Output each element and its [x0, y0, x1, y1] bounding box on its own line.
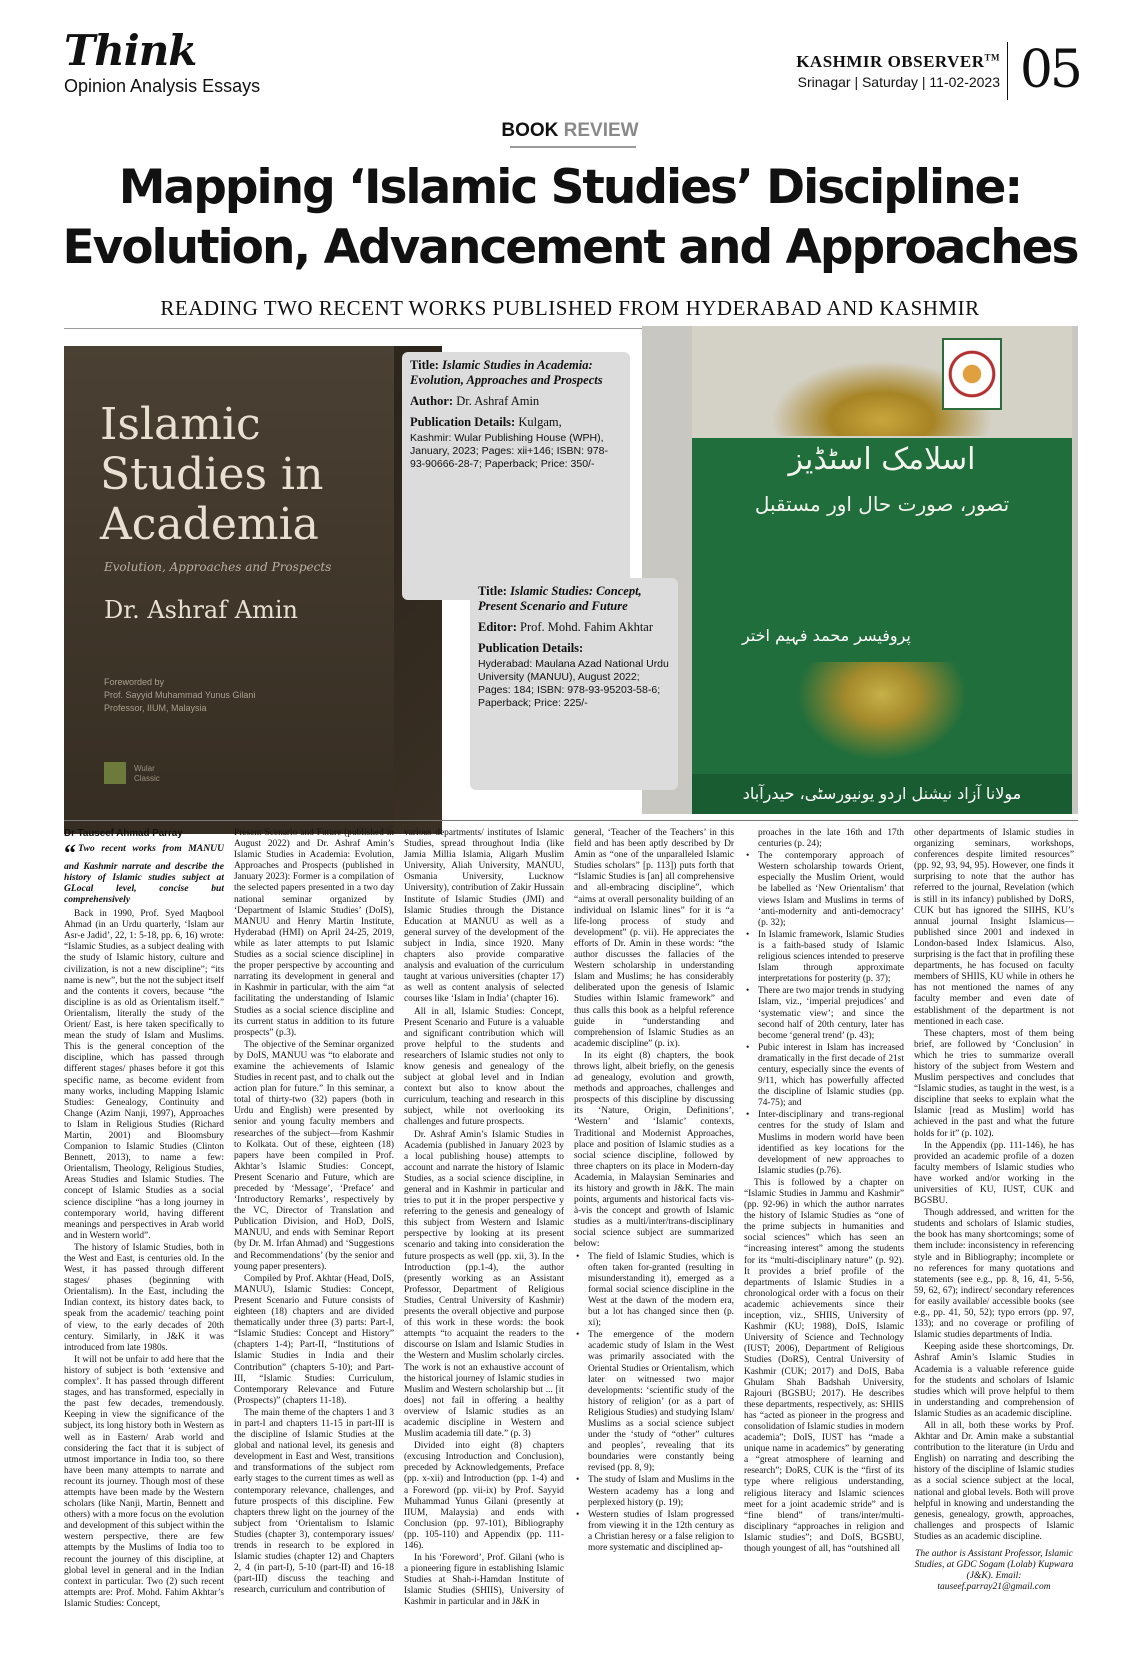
- paragraph: These chapters, most of them being brief, are followed by ‘Conclusion’ in which he tries to summarize overall history of the subject from Western and Muslim perspectives and concludes that “Islamic studies, as taught in the west, is a discipline that seeks to explain what the Islamic [read as Muslim] world has achieved in the past and what the future holds for it” (p. 102).: [914, 1028, 1074, 1139]
- byline: Dr Tauseef Ahmad Parray: [64, 828, 183, 839]
- info2-pub-label: Publication Details:: [478, 641, 584, 655]
- paragraph: The main theme of the chapters 1 and 3 in part-I and chapters 11-15 in part-III is the discipline of Islamic Studies at the global and national level, its genesis and development in East and West, transitions and transformations of the subject rom early stages to the current times as well as contemporary relevance, challenges, and future prospects of this discipline. Few chapters threw light on the journey of the subject from ‘Orientalism to Islamic Studies (chapter 3), contemporary issues/ trends in research to be explored in Islamic studies (chapter 12) and Chapters 2, 4 (in part-I), 5-10 (part-II) and 16-18 (part-III) discuss the teaching and research, curriculum and contribution of: [234, 1407, 394, 1596]
- paper-name: [796, 52, 1000, 72]
- info2-editor-value: Prof. Mohd. Fahim Akhtar: [520, 620, 653, 634]
- info1-title-label: Title:: [410, 358, 439, 372]
- list-item: • The field of Islamic Studies, which is often taken for-granted (resulting in misunderstanding it), emerged as a formal social science discipline in the West at the dawn of the modern era, but a lot has changed since then (p. xi);: [588, 1252, 734, 1330]
- masthead: [0, 0, 1140, 100]
- summary-list: [574, 1252, 734, 1555]
- list-item: proaches in the late 16th and 17th centuries (p. 24);: [758, 828, 904, 850]
- info1-pub-place: Kulgam,: [518, 415, 562, 429]
- summary-list-continued: [744, 828, 904, 1177]
- paragraph: All in all, Islamic Studies: Concept, Present Scenario and Future is a valuable and significant contribution which will prove helpful to the students and researchers of Islamic studies not only to know genesis and genealogy of the subject at global level and in Indian context but also to know about the curriculum, teaching and research in this subject, while not overlooking its challenges and future prospects.: [404, 1006, 564, 1128]
- cover-publisher-line-2: Classic: [134, 774, 160, 783]
- cover-subtitle: Evolution, Approaches and Prospects: [104, 560, 332, 574]
- urdu-title-main: اسلامک اسٹڈیز: [788, 442, 976, 477]
- paragraph: Divided into eight (8) chapters (excusing Introduction and Conclusion), preceded by Acknowledgements, Preface (pp. x-xii) and Introduction (pp. 1-4) and a Foreword (pp. vii-ix) by Prof. Sayyid Muhammad Yunus Gilani (presently at IIUM, Malaysia) and ends with Conclusion (pp. 97-101), Bibliography (pp. 105-110) and Appendix (pp. 111-146).: [404, 1441, 564, 1551]
- article-column-1: [64, 828, 224, 1664]
- paragraph: other departments of Islamic studies in organizing seminars, workshops, conferences despite limited resources” (pp. 92, 93, 94, 95). However, one finds it surprising to note that the author has referred to the journal, Revelation (which is still in its infancy) published by DoRS, CUK but has ignored the SIIHS, KU’s annual journal Insight Islamicus—published since 2001 and indexed in London-based Index Islamicus. Also, surprising is the fact that in profiling these departments, he has focused on faculty members of SHIIS, KU while in others he has not mentioned the names of any faculty member and even date of establishment of the department is not mentioned in each case.: [914, 828, 1074, 1027]
- list-item: • The study of Islam and Muslims in the Western academy has a long and perplexed history (p. 19);: [588, 1475, 734, 1508]
- info1-author-value: Dr. Ashraf Amin: [456, 394, 540, 408]
- paragraph: various departments/ institutes of Islamic Studies, spread throughout India (like Jamia Millia Islamia, Aligarh Muslim University, Aliah University, MANUU, Osmania University, Lucknow University), contribution of Zakir Hussain Institute of Islamic Studies (JMI) and Islamic Studies through the Distance Education at MANUU as well as a general survey of the development of the subject in India, since 1920. Many chapters also provide comparative analysis and evaluation of the curriculum taught at various universities (chapter 17) as well as content analysis of selected courses like ‘Islam in India’ (chapter 16).: [404, 828, 564, 1005]
- info1-title: [410, 358, 622, 388]
- paragraph: Compiled by Prof. Akhtar (Head, DoIS, MANUU), Islamic Studies: Concept, Present Scenario and Future consists of eighteen (18) chapters and are divided thematically under three (3) parts: Part-I, “Islamic Studies: Concept and History” (chapters 1-4); Part-II, “Institutions of Islamic Studies in India and their Contribution” (chapters 5-10); and Part-III, “Islamic Studies: Curriculum, Contemporary Relevance and Future (Prospects)” (chapters 11-18).: [234, 1273, 394, 1406]
- cover-title-line-1: Islamic: [100, 399, 261, 450]
- urdu-editor: پروفیسر محمد فہیم اختر: [742, 626, 911, 645]
- info2-pub: [478, 641, 670, 656]
- paragraph: Dr. Ashraf Amin’s Islamic Studies in Academia (published in January 2023 by a local publishing house) attempts to account and narrate the history of Islamic Studies, as a social science discipline, in general and in Kashmir in particular and tries to put it in the proper perspective y referring to the genesis and genealogy of this subject from Western and Islamic perspective by looking at its present scenario and taking into consideration the future prospects as well (pp. xii, 3). In the Introduction (pp.1-4), the author (presently working as an Assistant Professor, Department of Religious Studies, Central University of Kashmir) presents the overall objective and purpose of this work in these words: the book attempts “to acquaint the readers to the discourse on Islam and Islamic Studies in the Western and Muslim scholarly circles. The work is not an exhaustive account of the historical journey of Islamic studies in Muslim and Western scholarship but ... [it does] not fail in offering a healthy overview of Islamic studies as an academic discipline in Western and Muslim academia till date.” (p. 3): [404, 1129, 564, 1440]
- book-info-box-2: [470, 578, 678, 790]
- cover-title-line-2: Studies in: [100, 449, 324, 500]
- book-info-box-1: [402, 352, 630, 600]
- article-column-6: [914, 828, 1074, 1664]
- quote-mark-icon: “: [64, 841, 76, 868]
- paper-info: [796, 52, 1000, 90]
- image-bottom-rule: [64, 820, 1078, 821]
- subheadline: READING TWO RECENT WORKS PUBLISHED FROM HYDERABAD AND KASHMIR: [160, 296, 980, 320]
- paragraph: In his ‘Foreword’, Prof. Gilani (who is a pioneering figure in establishing Islamic Studies at Shah-i-Hamdan Institute of Islamic Studies (SHIIS), University of Kashmir in particular and in J&K in: [404, 1553, 564, 1608]
- urdu-title: [732, 438, 1032, 526]
- cover-title-line-3: Academia: [100, 499, 319, 550]
- info1-pub-details: Kashmir: Wular Publishing House (WPH), January, 2023; Pages: xii+146; ISBN: 978-93-90666-28-7; Paperback; Price: 350/-: [410, 432, 608, 470]
- list-item: • The contemporary approach of Western scholarship towards Orient, especially the Muslim Orient, would be labelled as ‘New Orientalism’ that views Islam and Muslims in terms of ‘anti-modernity and anti-democracy’ (p. 32);: [758, 851, 904, 929]
- paragraph: Present Scenario and Future (published in August 2022) and Dr. Ashraf Amin’s Islamic Studies in Academia: Evolution, Approaches and Prospects (published in January 2023): Former is a compilation of the selected papers presented in a two day national seminar organized by ‘Department of Islamic Studies’ (DoIS), MANUU and Henry Martin Institute, Hyderabad (HMI) on April 24-25, 2019, while as later attempts to put Islamic Studies as a social science discipline] in the proper perspective by accounting and narrating its development in general and in Kashmir in particular, with the aim “at facilitating the understanding of Islamic Studies as a social science discipline and its current status in addition to its future prospects” (p.3).: [234, 828, 394, 1038]
- list-item: • In Islamic framework, Islamic Studies is a faith-based study of Islamic religious sciences intended to preserve Islam through approximate interpretations for posterity (p. 37);: [758, 930, 904, 985]
- tag-underline: [510, 146, 636, 148]
- cover-publisher: [134, 764, 160, 784]
- pull-quote: [64, 843, 224, 905]
- paragraph: In its eight (8) chapters, the book throws light, albeit briefly, on the genesis ad genealogy, evolution and growth, methods and approaches, challenges and prospects of this discipline by discussing its ‘Nature, Origin, Definitions’, ‘Western’ and ‘Islamic’ contexts, Traditional and Modernist Approaches, place and position of Islamic studies as a social science discipline, followed by three chapters on its place in Modern-day Academia, in Malaysian Seminaries and its history and growth in J&K. The main points, arguments and historical facts vis-à-vis the concept and growth of Islamic studies as a multi/inter/trans-disciplinary social science subject are summarized below:: [574, 1050, 734, 1250]
- author-bio: The author is Assistant Professor, Islamic Studies, at GDC Sogam (Lolab) Kupwara (J&K). Email: tauseef.parray21@gmail.com: [914, 1549, 1074, 1592]
- article-column-2: [234, 828, 394, 1664]
- trademark: TM: [984, 52, 1000, 63]
- gold-ornament-bottom-icon: [782, 662, 982, 772]
- tag-review: REVIEW: [563, 120, 639, 141]
- list-item: • The emergence of the modern academic study of Islam in the West was primarily associated with the Oriental Studies or Orientalism, which later on witnessed two major developments: ‘scientific study of the history of religion’ (or as a part of Religious Studies) and studying Islam/ Muslims as a social science subject under the ‘study of “other” cultures and peoples’, revealing that its boundaries were constantly being revised (pp. 8, 9);: [588, 1330, 734, 1474]
- info2-title-value: Islamic Studies: Concept, Present Scenario and Future: [478, 584, 642, 613]
- category-tag: [0, 120, 1140, 142]
- tag-book: BOOK: [501, 120, 559, 141]
- cover-foreword-line-1: Foreworded by: [104, 677, 165, 687]
- list-item: • Inter-disciplinary and trans-regional centres for the study of Islam and Muslims in modern world have been identified as key locations for the development of new approaches to Islamic studies (p.76).: [758, 1110, 904, 1177]
- cover-foreword: [104, 676, 255, 715]
- list-item: • There are two major trends in studying Islam, viz., ‘imperial prejudices’ and ‘systematic view’; and since the second half of 20th century, later has become ‘general trend’ (p. 43);: [758, 986, 904, 1041]
- dateline: Srinagar | Saturday | 11-02-2023: [797, 74, 1000, 90]
- urdu-publisher: مولانا آزاد نیشنل اردو یونیورسٹی، حیدرآباد: [692, 774, 1072, 814]
- cover-foreword-line-2: Prof. Sayyid Muhammad Yunus Gilani: [104, 690, 256, 700]
- paragraph: This is followed by a chapter on “Islamic Studies in Jammu and Kashmir” (pp. 92-96) in which the author narrates the history of Islamic Studies as “one of the prime subjects in humanities and social sciences” which has seen an “increasing interest” among the students for its “multi-disciplinary nature” (p. 92). It provides a brief profile of the departments of Islamic Studies in a chronological order with a focus on their academic achievements since their inception, viz., SHIIS, University of Kashmir (KU; 1988), DoIS, Islamic University of Science and Technology (IUST; 2006), Department of Religious Studies (DoRS), Central University of Kashmir (CUK; 2017) and DoIS, Baba Ghulam Shah Badshah University, Rajouri (BGSBU; 2017). He describes these departments, respectively, as: SHIIS has “acted as pioneer in the progress and consolidation of Islamic studies in modern academia”; DoIS, IUST has “made a unique name in academics” by generating a “great atmosphere of learning and research”; DoRS, CUK is the “first of its type where religious understanding, religious literacy and Islamic sciences meet for a joint academic stride” and is “fine blend” of trans/inter/multi-disciplinary “approaches in religion and Islamic studies”; and DoIS, BGSBU, though youngest of all, has “outshined all: [744, 1177, 904, 1554]
- info2-editor: [478, 620, 670, 635]
- paragraph: All in all, both these works by Prof. Akhtar and Dr. Amin make a substantial contribution to the literature (in Urdu and English) on narrating and describing the history of the discipline of Islamic studies as a social science subject at the local, national and global levels. Both will prove helpful in knowing and understanding the genesis, genealogy, growth, approaches, challenges and prospects of Islamic Studies as an academic discipline.: [914, 1420, 1074, 1542]
- pull-quote-text: Two recent works from MANUU and Kashmir narrate and describe the history of Islamic studies subject at GLocal level, concise but comprehensively: [64, 843, 224, 906]
- article-column-4: [574, 828, 734, 1664]
- paragraph: The objective of the Seminar organized by DoIS, MANUU was “to elaborate and examine the achievements of Islamic Studies in recent past, and to chalk out the action plan for future.” In this seminar, a total of thirty-two (32) papers (both in Urdu and English) were presented by senior and young faculty members and researches of the subject—from Kashmir to Kolkata. Out of these, eighteen (18) papers have been compiled in Prof. Akhtar’s Islamic Studies: Concept, Present Scenario and Future, which are preceded by ‘Message’, ‘Preface’ and ‘Introductory Remarks’, respectively by the VC, Director of Translation and Publication Division, and HoD, DoIS, MANUU, and ends with Seminar Report (by Dr. M. Irfan Ahmad) and ‘Suggestions and Recommendations’ (by the senior and young paper presenters).: [234, 1039, 394, 1272]
- paragraph: In the Appendix (pp. 111-146), he has provided an academic profile of a dozen faculty members of Islamic studies who have worked and/or working in the universities of KU, IUST, CUK and BGSBU.: [914, 1140, 1074, 1207]
- info1-pub-label: Publication Details:: [410, 415, 516, 429]
- paragraph: Back in 1990, Prof. Syed Maqbool Ahmad (in an Urdu quarterly, ‘Islam aur Asr-e Jadid’, 22, 1: 5-18, pp. 6, 16) wrote: “Islamic Studies, as a subject dealing with the study of Islamic history, culture and civilization, is not a new discipline”; “its name is new”, but the not the subject itself and the contents it covers, because “the discipline is as old as Orientalism itself.” Orientalism, literally the study of the Orient/ East, is here taken specifically to mean the study of Islam and Muslims. This is the general conception of the discipline, which has passed through different stages/ phases before it got this specific name, as become evident from many works, including Mapping Islamic Studies: Genealogy, Continuity and Change (Azim Nanji, 1997), Approaches to Islam in Religious Studies (Richard Martin, 2001) and Bloomsbury Companion to Islamic Studies (Clinton Bennett, 2013), to name a few: Orientalism, Theology, Religious Studies, Areas Studies and Islamic Studies. The concept of Islamic Studies as a social science discipline “has a long journey in contemporary world, having different meanings and perspectives in Arab world and in Western world”.: [64, 909, 224, 1241]
- headline: [40, 158, 1100, 278]
- paragraph: general, ‘Teacher of the Teachers’ in this field and has been aptly described by Dr Amin as “one of the unparalleled Islamic Studies scholars” [p. 113]) puts forth that “Islamic Studies is [an] all comprehensive and all-embracing discipline”, which “aims at overall personality building of an individual on Islamic lines” for it is “a life-long process of study and development” (p. vii). He appreciates the efforts of Dr. Amin in these words: “the author discusses the fallacies of the Western scholarship in understanding Islam and Muslims; he has considerably deliberated upon the genesis of Islamic Studies within Islamic framework” and thus calls this book as a helpful reference guide in “understanding and comprehension of Islamic Studies as an academic discipline” (p. ix).: [574, 828, 734, 1049]
- paragraph: Though addressed, and written for the students and scholars of Islamic studies, the book has many shortcomings; some of them include: inconsistency in referencing style and in Bibliography; incomplete or no references for many quotations and statements (see e.g., pp. 8, 16, 41, 5-56, 59, 62, 67); indirect/ secondary references for easily available/ accessible books (see e.g., pp. 41, 50, 52); typo errors (pp. 97, 133); and no coverage or profiling of Islamic studies departments of India.: [914, 1208, 1074, 1341]
- cover-publisher-line-1: Wular: [134, 764, 155, 773]
- info1-author: [410, 394, 622, 409]
- article-column-3: [404, 828, 564, 1664]
- cover-title: [100, 400, 323, 550]
- info1-author-label: Author:: [410, 394, 454, 408]
- book-cover-islamic-studies-in-academia: [64, 346, 442, 834]
- section-subtitles: Opinion Analysis Essays: [64, 76, 261, 96]
- info2-pub-details: Hyderabad: Maulana Azad National Urdu University (MANUU), August 2022; Pages: 184; ISBN: 978-93-95203-58-6; Paperback; Price: 225/-: [478, 658, 669, 709]
- publisher-logo-icon: [104, 762, 126, 784]
- cover-foreword-line-3: Professor, IIUM, Malaysia: [104, 703, 207, 713]
- section-title: Think: [64, 26, 197, 75]
- paragraph: Keeping aside these shortcomings, Dr. Ashraf Amin’s Islamic Studies in Academia is a valuable reference guide for the students and scholars of Islamic studies which will prove helpful to them in understanding and comprehension of Islamic Studies as an academic discipline.: [914, 1342, 1074, 1419]
- book-cover-islamic-studies-urdu: [642, 326, 1078, 814]
- university-emblem-icon: [942, 338, 1002, 410]
- page-number: 05: [1019, 40, 1080, 100]
- info2-editor-label: Editor:: [478, 620, 517, 634]
- headline-line-2: Evolution, Advancement and Approaches: [62, 220, 1078, 275]
- info1-title-value: Islamic Studies in Academia: Evolution, Approaches and Prospects: [410, 358, 603, 387]
- cover-author: Dr. Ashraf Amin: [104, 596, 298, 624]
- info1-pub: [410, 415, 622, 430]
- paragraph: It will not be unfair to add here that the history of subject is both ‘extensive and complex’. It has passed through different stages, and has transformed, especially in the past few decades, tremendously. Keeping in view the significance of the subject, its long history both in Western as well as in Eastern/ Arab world and considering the fact that it is subject of utmost importance in India too, so there have been many attempts to narrate and recount its journey. Though most of these attempts have been made by the Western scholars (like Nanji, Martin, Bennett and others) with a more focus on the evolution and development of this subject within the western perspective, there are few attempts by the Muslims of India too to recount the journey of this discipline, at global level in general and in the Indian context in particular. Two (2) such recent attempts are: Prof. Mohd. Fahim Akhtar’s Islamic Studies: Concept,: [64, 1354, 224, 1609]
- headline-line-1: Mapping ‘Islamic Studies’ Discipline:: [118, 160, 1022, 215]
- list-item: • Western studies of Islam progressed from viewing it in the 12th century as a Christian heresy or a false religion to more systematic and disciplined ap-: [588, 1510, 734, 1554]
- info2-title-label: Title:: [478, 584, 507, 598]
- article-column-5: [744, 828, 904, 1664]
- info2-title: [478, 584, 670, 614]
- masthead-divider: [1007, 42, 1008, 100]
- paper-name-text: KASHMIR OBSERVER: [796, 52, 985, 71]
- paragraph: The history of Islamic Studies, both in the West and East, is centuries old. In the West, it has passed through different stages/ phases (beginning with Orientalism). In the East, including the Indian context, its history dates back, to speak from the academic/ teaching point of view, to the early decades of 20th century. Similarly, in J&K it was introduced from late 1980s.: [64, 1242, 224, 1353]
- list-item: • Pubic interest in Islam has increased dramatically in the first decade of 21st century, especially since the events of 9/11, which has powerfully affected the discipline of Islamic studies (pp. 74-75); and: [758, 1043, 904, 1110]
- urdu-title-sub: تصور، صورت حال اور مستقبل: [754, 492, 1010, 516]
